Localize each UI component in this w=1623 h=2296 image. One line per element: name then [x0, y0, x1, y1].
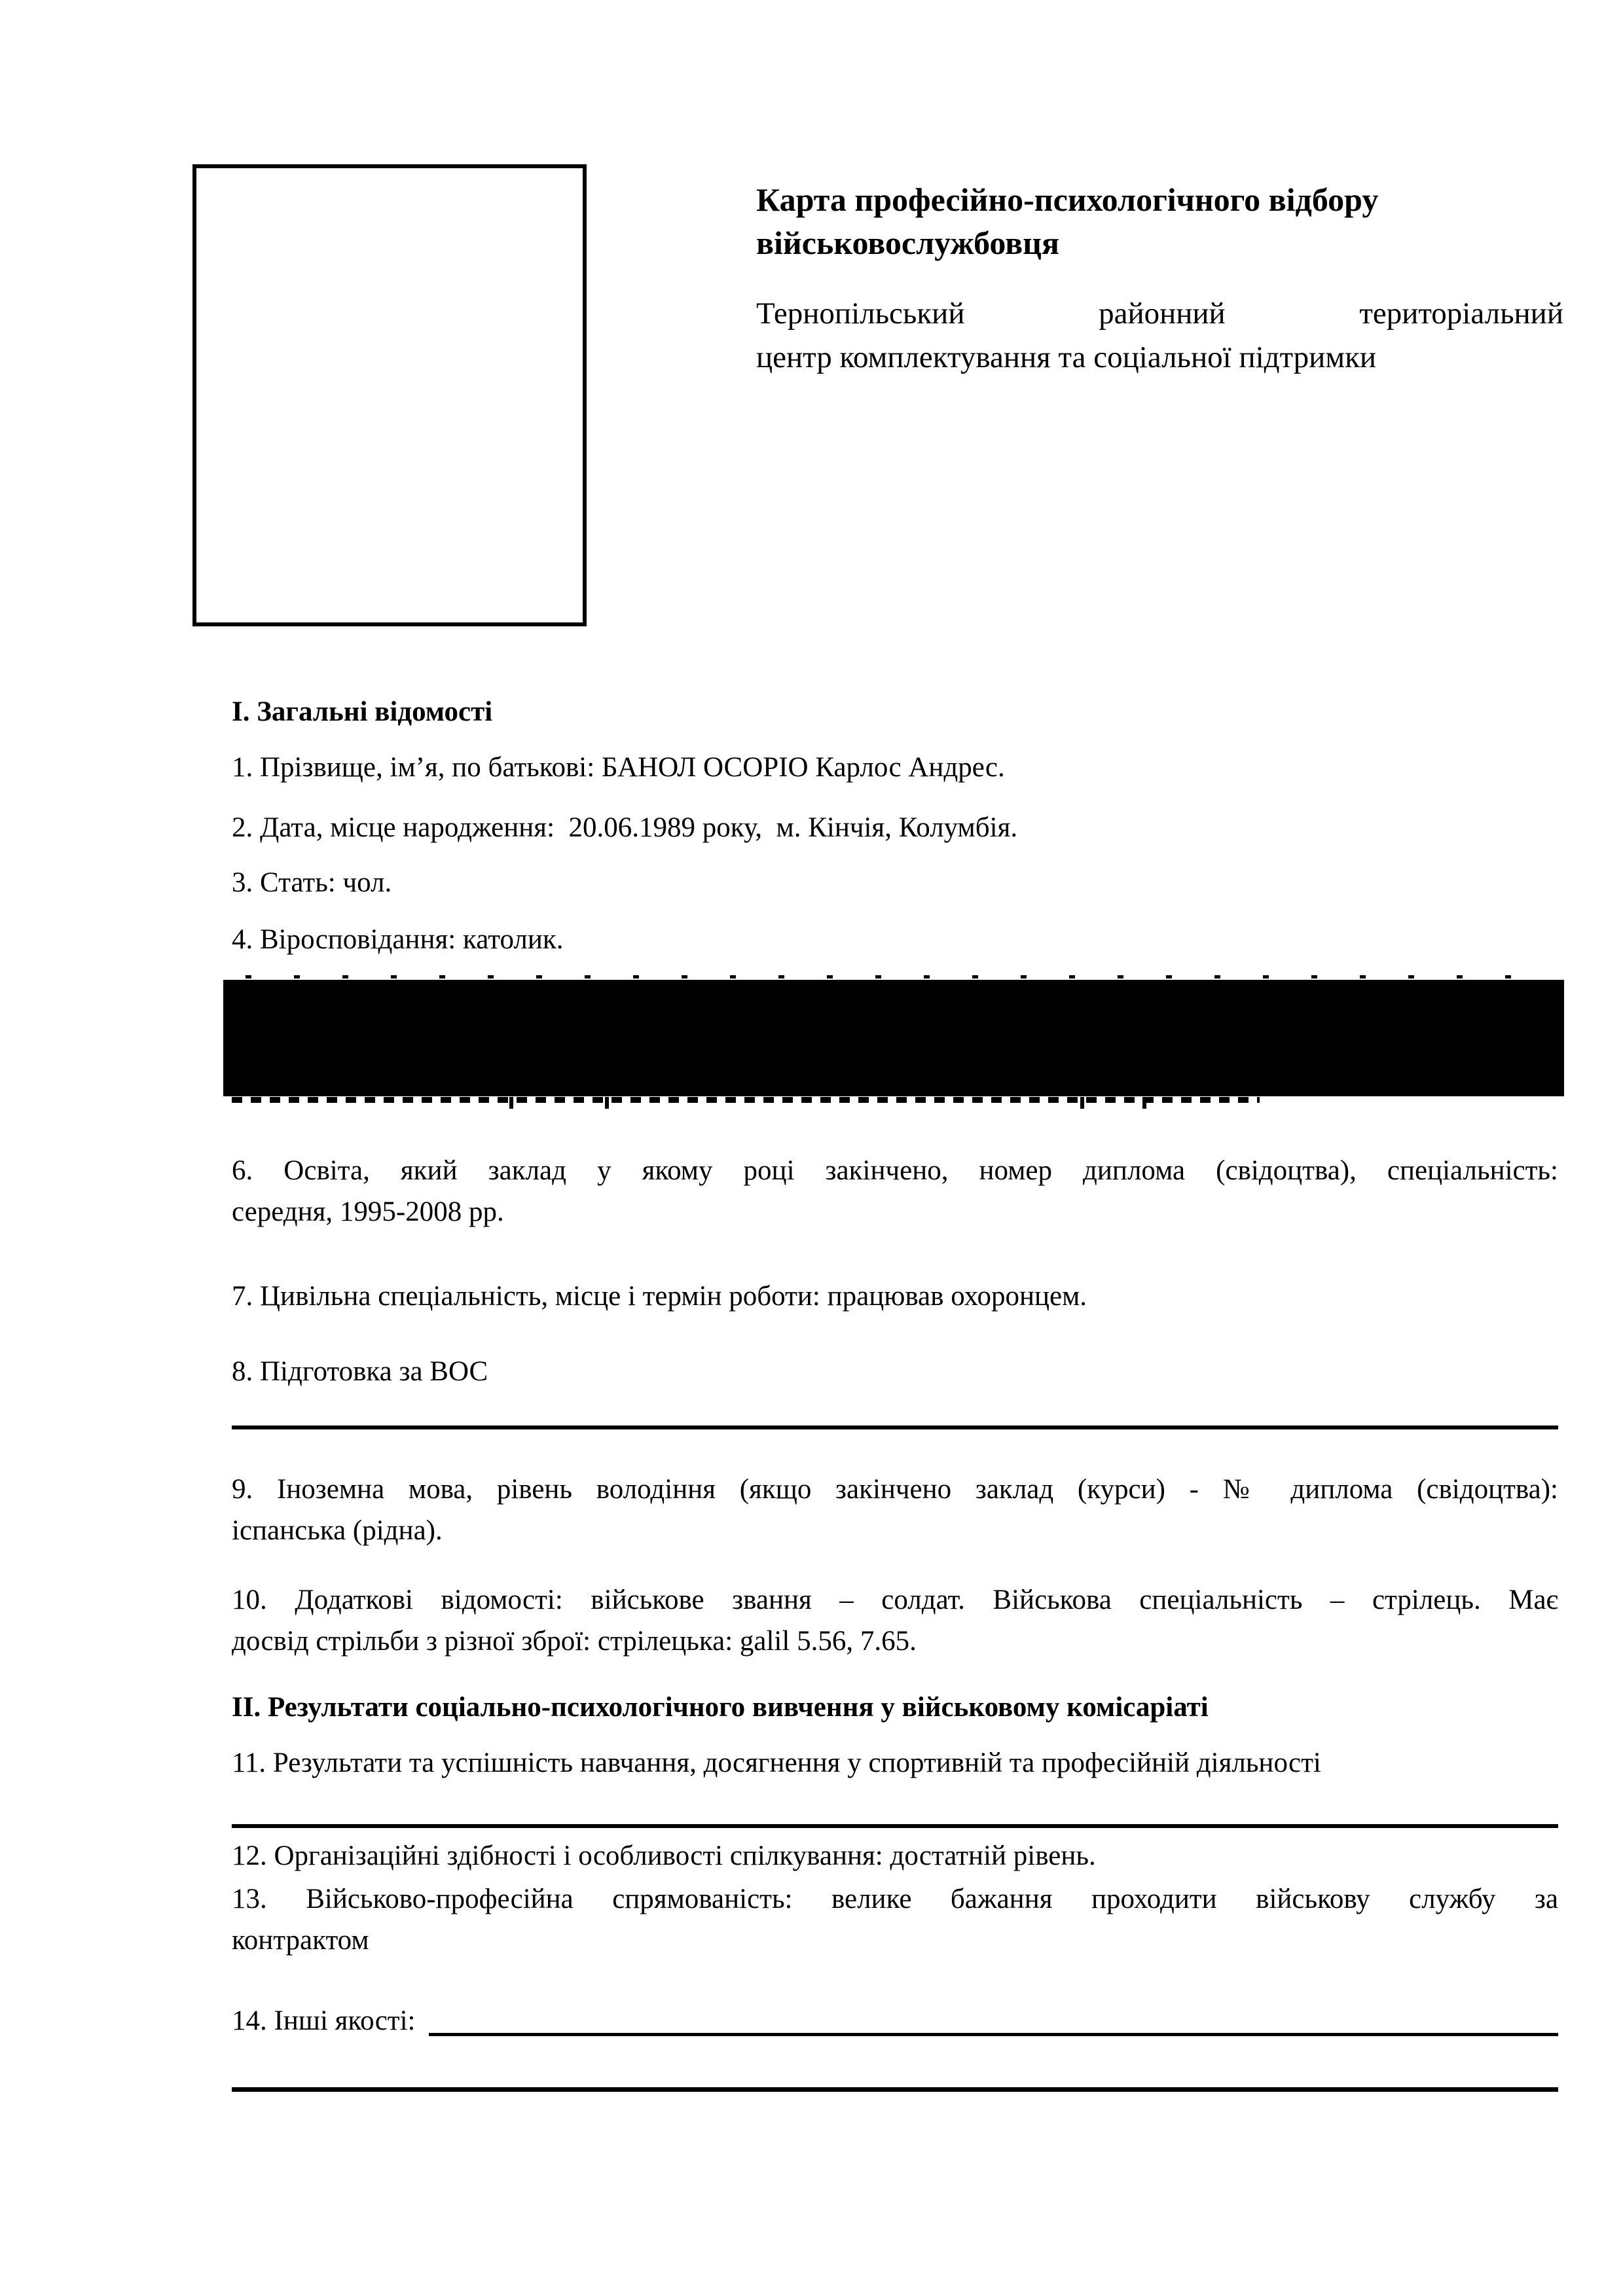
redaction-bar [223, 980, 1564, 1096]
item-9-foreign-language [232, 1469, 1558, 1551]
document-title [756, 178, 1563, 264]
title-line: військовослужбовця [756, 224, 1060, 261]
item-12-organizational-abilities: 12. Організаційні здібності і особливості спілкування: достатній рівень. [232, 1840, 1096, 1871]
title-line: Карта професійно-психологічного відбору [756, 181, 1379, 218]
organization-line: Тернопільський районний територіальний [756, 296, 1563, 331]
item-4-religion: 4. Віросповідання: католик. [232, 924, 564, 955]
item-8-vos-training: 8. Підготовка за ВОС [232, 1356, 488, 1387]
redaction-remnant-descender [605, 1097, 609, 1109]
redaction-remnant-top [246, 975, 1522, 978]
blank-answer-line [232, 1824, 1558, 1828]
blank-answer-line [232, 1426, 1558, 1429]
item-11-study-results: 11. Результати та успішність навчання, досягнення у спортивній та професійній діяльності [232, 1748, 1321, 1778]
item-7-civil-specialty: 7. Цивільна спеціальність, місце і термін роботи: працював охоронцем. [232, 1281, 1087, 1312]
item-2-birth: 2. Дата, місце народження: 20.06.1989 року, м. Кінчія, Колумбія. [232, 812, 1018, 843]
item-13-line-1: 13. Військово-професійна спрямованість: велике бажання проходити військову службу за [232, 1884, 1558, 1914]
redaction-remnant-descender [1080, 1097, 1084, 1109]
item-13-line-2: контрактом [232, 1925, 369, 1956]
item-14-other-qualities [232, 2000, 1558, 2041]
item-10-line-2: досвід стрільби з різної зброї: стрілецька: galil 5.56, 7.65. [232, 1626, 917, 1657]
redaction-remnant-descender [509, 1097, 513, 1109]
blank-answer-line [429, 2000, 1558, 2036]
item-6-education [232, 1150, 1558, 1232]
section-2-heading: II. Результати соціально-психологічного вивчення у військовому комісаріаті [232, 1692, 1209, 1723]
item-6-line-1: 6. Освіта, який заклад у якому році закінчено, номер диплома (свідоцтва), спеціальність: [232, 1155, 1558, 1186]
blank-answer-line [232, 2087, 1558, 2092]
photo-placeholder-box [192, 164, 587, 626]
item-13-military-orientation [232, 1878, 1558, 1961]
item-14-label: 14. Інші якості: [232, 2005, 423, 2036]
item-3-sex: 3. Стать: чол. [232, 867, 392, 898]
section-1-heading: I. Загальні відомості [232, 696, 493, 727]
redaction-remnant-descender [1142, 1097, 1146, 1109]
item-9-line-1: 9. Іноземна мова, рівень володіння (якщо закінчено заклад (курси) - № диплома (свідоцтва): [232, 1474, 1558, 1505]
organization-line: центр комплектування та соціальної підтримки [756, 340, 1377, 374]
item-1-surname: 1. Прізвище, ім’я, по батькові: БАНОЛ ОСОРІО Карлос Андрес. [232, 752, 1005, 783]
item-10-additional-info [232, 1579, 1558, 1662]
item-9-line-2: іспанська (рідна). [232, 1515, 443, 1546]
item-10-line-1: 10. Додаткові відомості: військове звання – солдат. Військова спеціальність – стрілець. Має [232, 1585, 1558, 1615]
organization-name [756, 292, 1563, 380]
item-6-line-2: середня, 1995-2008 рр. [232, 1196, 504, 1227]
redaction-remnant-bottom [232, 1097, 1260, 1103]
